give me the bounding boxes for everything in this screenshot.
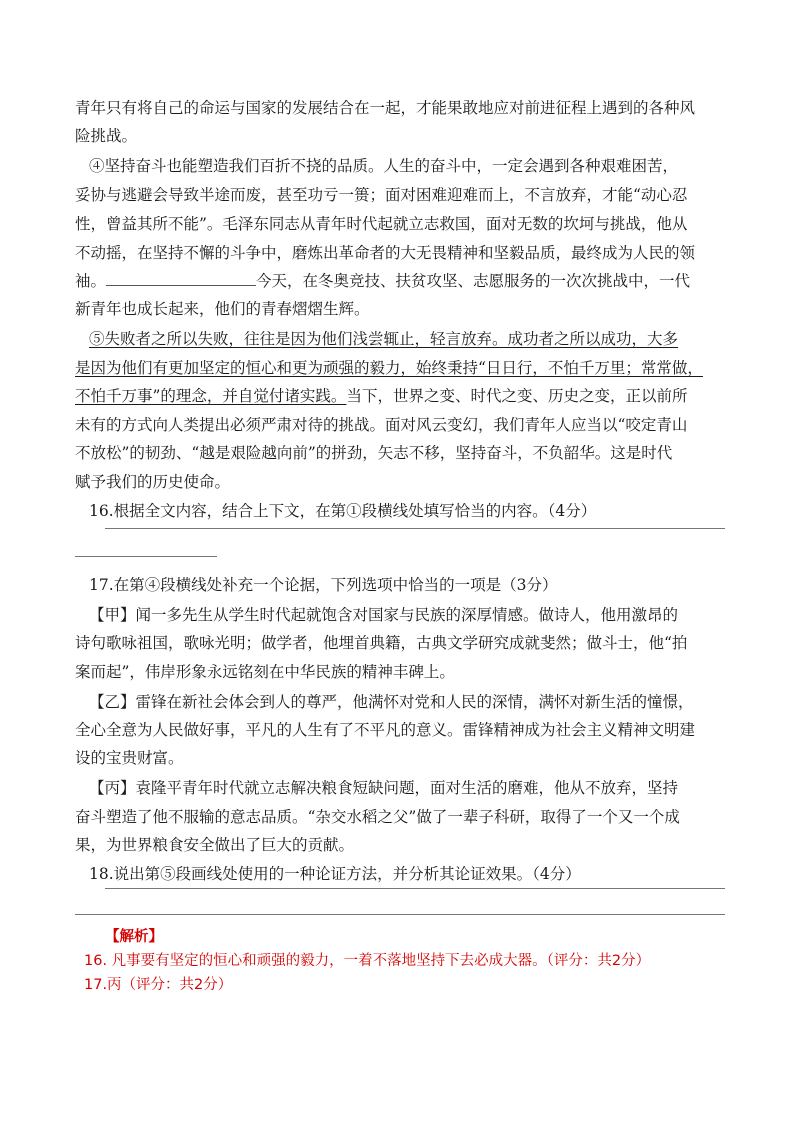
paragraph-5-line: 不放松”的韧劲、“越是艰险越向前”的拼劲，矢志不移，坚持奋斗，不负韶华。这是时代 (75, 444, 673, 462)
paragraph-1-line: 青年只有将自己的命运与国家的发展结合在一起，才能果敢地应对前进征程上遇到的各种风 (75, 99, 696, 117)
answer-line-18-continued[interactable] (75, 914, 725, 915)
paragraph-1-line: 险挑战。 (75, 127, 138, 145)
option-yi-line: 全心全意为人民做好事，平凡的人生有了不平凡的意义。雷锋精神成为社会主义精神文明建 (75, 721, 696, 739)
answer-line-16-continued[interactable] (75, 556, 217, 557)
question-16: 16.根据全文内容，结合上下文，在第①段横线处填写恰当的内容。（4分） (89, 502, 597, 520)
paragraph-5-text: 当下，世界之变、时代之变、历史之变，正以前所 (346, 387, 688, 405)
option-jia-line: 案而起”，伟岸形象永远铭刻在中华民族的精神丰碑上。 (75, 663, 455, 681)
option-bing-line: 果，为世界粮食安全做出了巨大的贡献。 (75, 836, 355, 854)
answer-16: 16. 凡事要有坚定的恒心和顽强的毅力，一着不落地坚持下去必成大器。（评分：共2分） (84, 953, 651, 969)
paragraph-4-line: 妥协与逃避会导致半途而废，甚至功亏一篑；面对困难迎难而上，不言放弃，才能“动心忍 (75, 186, 688, 204)
option-jia-line: 诗句歌咏祖国，歌咏光明；做学者，他埋首典籍，古典文学研究成就斐然；做斗士，他“拍 (75, 634, 688, 652)
paragraph-4-text: 今天，在冬奥竞技、扶贫攻坚、志愿服务的一次次挑战中，一代 (256, 272, 691, 290)
paragraph-4-line-with-blank (75, 270, 690, 292)
option-bing-line: 奋斗塑造了他不服输的意志品质。“杂交水稻之父”做了一辈子科研，取得了一个又一个成 (75, 808, 680, 826)
option-yi-line: 【乙】雷锋在新社会体会到人的尊严，他满怀对党和人民的深情，满怀对新生活的憧憬， (89, 693, 694, 711)
paragraph-4-line: 性，曾益其所不能”。毛泽东同志从青年时代起就立志救国，面对无数的坎坷与挑战，他从 (75, 215, 688, 233)
answer-label: 【解析】 (105, 929, 163, 945)
question-18: 18.说出第⑤段画线处使用的一种论证方法，并分析其论证效果。（4分） (89, 865, 581, 883)
option-jia-line: 【甲】闻一多先生从学生时代起就饱含对国家与民族的深厚情感。做诗人，他用激昂的 (89, 606, 679, 624)
option-yi-line: 设的宝贵财富。 (75, 749, 184, 767)
paragraph-5-line: 未有的方式向人类提出必须严肃对待的挑战。面对风云变幻，我们青年人应当以“咬定青山 (75, 416, 688, 434)
paragraph-5-underlined-line: 是因为他们有更加坚定的恒心和更为顽强的毅力，始终秉持“日日行，不怕千万里；常常做， (75, 359, 703, 377)
paragraph-4-line: 不动摇，在坚持不懈的斗争中，磨炼出革命者的大无畏精神和坚毅品质，最终成为人民的领 (75, 244, 696, 262)
paragraph-5-line: 赋予我们的历史使命。 (75, 473, 231, 491)
answer-line-18[interactable] (105, 888, 725, 889)
paragraph-4-text: 袖。 (75, 272, 107, 290)
paragraph-5-underlined-text: 不怕千万事”的理念，并自觉付诸实践。 (75, 387, 347, 405)
paragraph-4-line: ④坚持奋斗也能塑造我们百折不挠的品质。人生的奋斗中，一定会遇到各种艰难困苦， (89, 157, 679, 175)
option-bing-line: 【丙】袁隆平青年时代就立志解决粮食短缺问题，面对生活的磨难，他从不放弃，坚持 (89, 779, 679, 797)
paragraph-4-line: 新青年也成长起来，他们的青春熠熠生辉。 (75, 300, 370, 318)
paragraph-5-underlined-line: ⑤失败者之所以失败，往往是因为他们浅尝辄止，轻言放弃。成功者之所以成功，大多 (89, 330, 679, 348)
answer-17: 17.丙（评分：共2分） (84, 977, 233, 993)
question-17: 17.在第④段横线处补充一个论据，下列选项中恰当的一项是（3分） (89, 576, 558, 594)
paragraph-5-line (75, 385, 687, 407)
answer-line-16[interactable] (105, 528, 725, 529)
fill-in-blank[interactable] (106, 271, 256, 286)
